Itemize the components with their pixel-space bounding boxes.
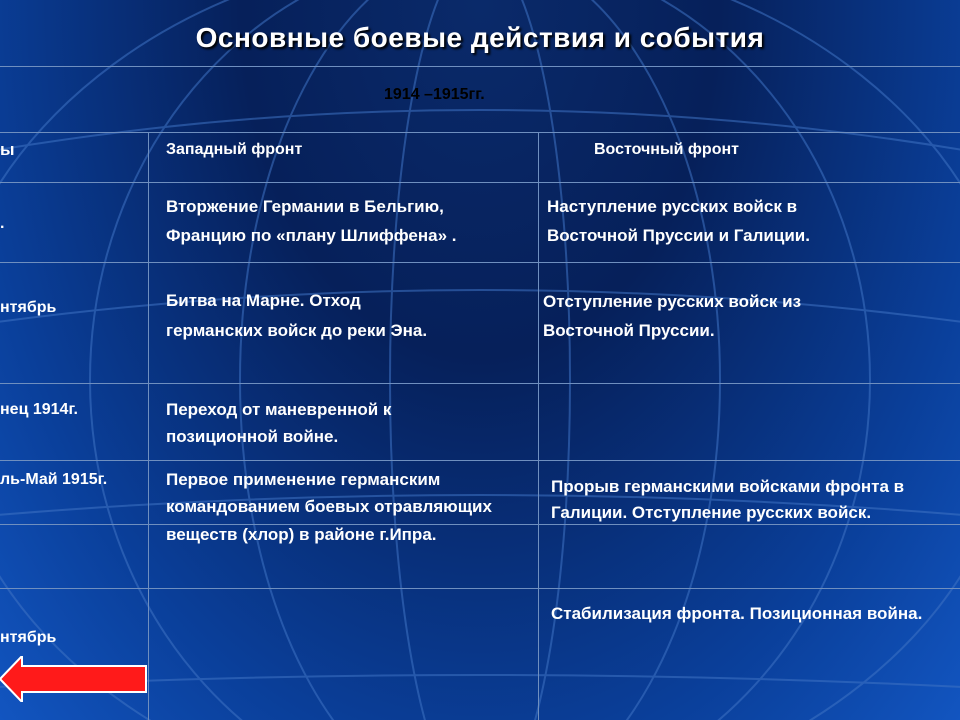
table-border [0, 460, 960, 461]
table-border [148, 132, 149, 720]
row-date: нтябрь [0, 629, 57, 646]
column-header-eastern: Восточный фронт [594, 141, 739, 158]
row-western-line: командованием боевых отравляющих [166, 497, 492, 516]
row-date: нец 1914г. [0, 401, 78, 418]
row-western-line: Францию по «плану Шлиффена» . [166, 226, 457, 245]
page-title: Основные боевые действия и события [195, 22, 765, 53]
table-border [0, 262, 960, 263]
table-border [0, 588, 960, 589]
row-date: ль-Май 1915г. [0, 471, 108, 488]
row-western-line: Вторжение Германии в Бельгию, [166, 197, 444, 216]
column-header-dates: ы [0, 140, 15, 159]
row-date: . [0, 215, 5, 232]
row-eastern-line: Галиции. Отступление русских войск. [551, 503, 872, 522]
row-eastern-line: Восточной Пруссии. [543, 321, 715, 340]
table-border [0, 383, 960, 384]
back-arrow-icon [0, 656, 146, 702]
row-western-line: Битва на Марне. Отход [166, 291, 361, 310]
back-arrow-button[interactable] [0, 656, 148, 702]
row-eastern-line: Наступление русских войск в [547, 197, 798, 216]
row-eastern-line: Прорыв германскими войсками фронта в [551, 477, 905, 496]
row-western-line: Первое применение германским [166, 470, 441, 489]
period-label: 1914 –1915гг. [384, 86, 485, 103]
table-border [0, 66, 960, 67]
row-eastern-line: Стабилизация фронта. Позиционная война. [551, 604, 923, 623]
row-eastern-line: Отступление русских войск из [543, 292, 802, 311]
table-border [0, 132, 960, 133]
row-date: нтябрь [0, 299, 57, 316]
table-border [0, 182, 960, 183]
column-header-western: Западный фронт [166, 141, 303, 158]
row-western-line: германских войск до реки Эна. [166, 321, 428, 340]
table-border [538, 132, 539, 720]
row-western-line: веществ (хлор) в районе г.Ипра. [166, 525, 437, 544]
row-western-line: Переход от маневренной к [166, 400, 392, 419]
row-eastern-line: Восточной Пруссии и Галиции. [547, 226, 810, 245]
row-western-line: позиционной войне. [166, 427, 339, 446]
